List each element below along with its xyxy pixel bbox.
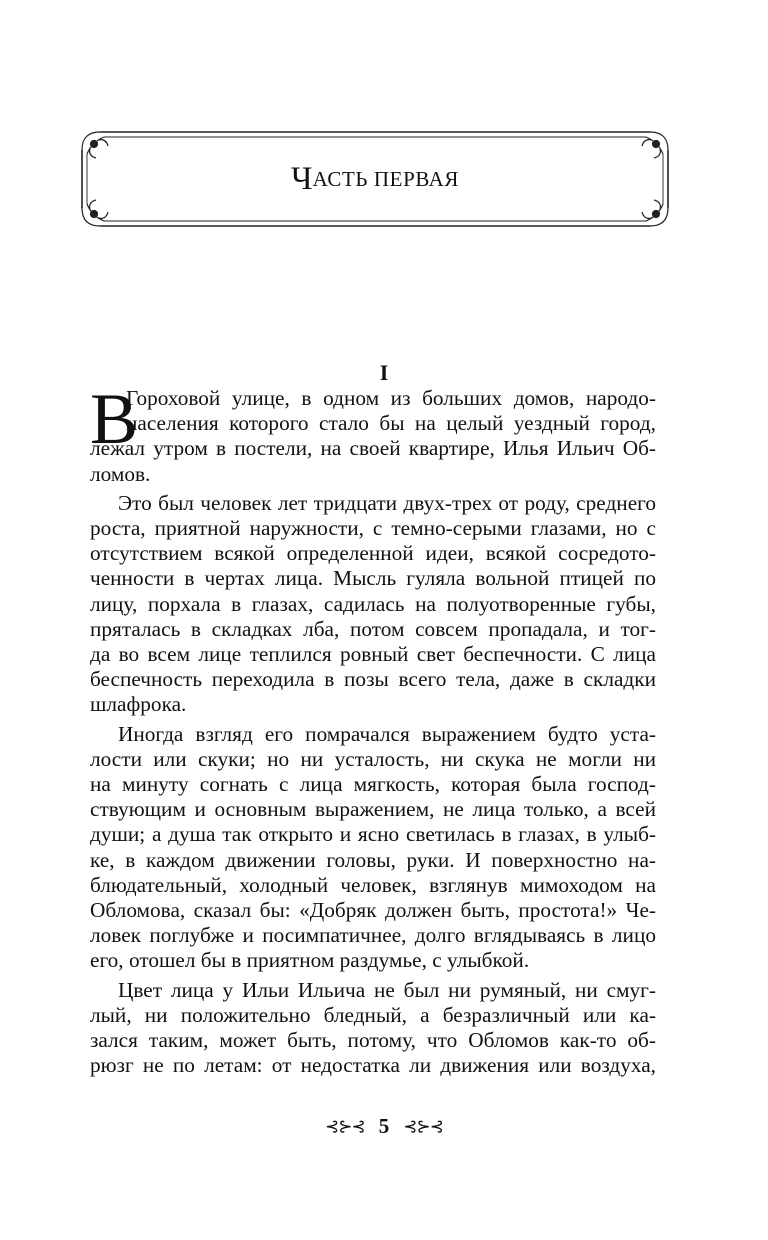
text-line: лости или скуки; но ни усталость, ни скука не могли ни	[90, 746, 656, 771]
text-line: пряталась в складках лба, потом совсем пропадала, и тог-	[90, 616, 656, 641]
text-line: Цвет лица у Ильи Ильича не был ни румяный, ни смуг-	[118, 977, 656, 1002]
text-line: роста, приятной наружности, с темно-серыми глазами, но с	[90, 516, 656, 541]
text-line: Обломова, сказал бы: «Добряк должен быть, простота!» Че-	[90, 898, 656, 923]
text-line: его, отошел бы в приятном раздумье, с улыбкой.	[90, 948, 530, 973]
page-footer	[0, 1114, 768, 1139]
text-line: Это был человек лет тридцати двух-трех от роду, среднего	[118, 490, 656, 515]
text-line: рюзг не по летам: от недостатка ли движения или воздуха,	[90, 1053, 656, 1078]
text-line: души; а душа так открыто и ясно светилась в глазах, в улыб-	[90, 822, 656, 847]
part-title-frame	[78, 128, 672, 230]
paragraph	[90, 491, 656, 718]
text-line: ствующим и основным выражением, не лица только, а всей	[90, 797, 656, 822]
part-title	[78, 128, 672, 230]
text-line: Иногда взгляд его помрачался выражением будто уста-	[118, 721, 656, 746]
paragraph	[90, 978, 656, 1079]
paragraph	[90, 379, 656, 487]
text-line: блюдательный, холодный человек, взглянув мимоходом на	[90, 872, 656, 897]
text-line: лежал утром в постели, на своей квартире, Илья Ильич Об-	[90, 436, 656, 461]
drop-cap: В	[90, 379, 139, 459]
page-number: 5	[378, 1114, 390, 1138]
text-line: шлафрока.	[90, 692, 187, 717]
chapter-number: I	[379, 360, 389, 385]
text-line: да во всем лице теплился ровный свет беспечности. С лица	[90, 642, 656, 667]
part-title-initial: Ч	[290, 160, 313, 197]
part-title-rest: АСТЬ ПЕРВАЯ	[312, 166, 460, 191]
text-line: ловек поглубже и посимпатичнее, долго вглядываясь в лицо	[90, 923, 656, 948]
text-line: населения которого стало бы на целый уездный город,	[126, 411, 656, 436]
text-line: Гороховой улице, в одном из больших домов, народо-	[126, 386, 656, 410]
text-line: зался таким, может быть, потому, что Обломов как-то об-	[90, 1028, 656, 1053]
ornament-right-icon: ⊰⊱⊰	[403, 1116, 443, 1136]
paragraph	[90, 722, 656, 974]
text-line: беспечность переходила в позы всего тела, даже в складки	[90, 667, 656, 692]
body-text	[90, 379, 656, 1078]
text-line: лый, ни положительно бледный, а безразличный или ка-	[90, 1002, 656, 1027]
ornament-left-icon: ⊰⊱⊰	[325, 1116, 365, 1136]
text-line: ченности в чертах лица. Мысль гуляла вольной птицей по	[90, 566, 656, 591]
text-line: ке, в каждом движении головы, руки. И поверхностно на-	[90, 847, 656, 872]
text-line: лицу, порхала в глазах, садилась на полуотворенные губы,	[90, 591, 656, 616]
text-line: отсутствием всякой определенной идеи, всякой сосредото-	[90, 541, 656, 566]
text-line: на минуту согнать с лица мягкость, которая была господ-	[90, 772, 656, 797]
text-line: ломов.	[90, 461, 151, 486]
